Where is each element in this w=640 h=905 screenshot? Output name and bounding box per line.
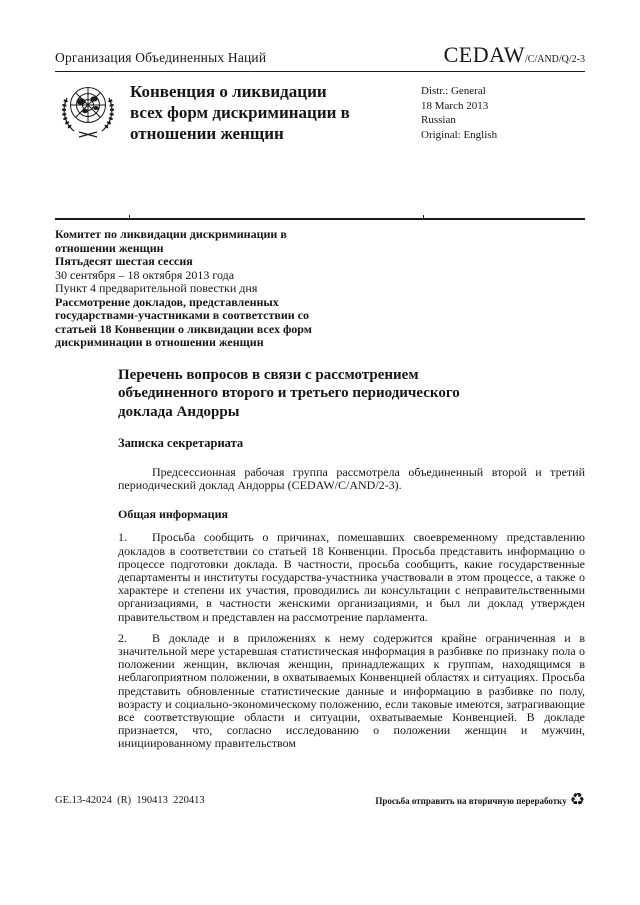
document-symbol	[444, 44, 585, 66]
recycle-icon: ♻	[569, 790, 585, 810]
page-content	[55, 0, 585, 751]
date-line: 18 March 2013	[421, 99, 489, 112]
distribution-block	[421, 80, 585, 144]
document-title: Перечень вопросов в связи с рассмотрением объединенного второго и третьего периодического доклада Андорры	[118, 366, 460, 420]
agenda-topic: Рассмотрение докладов, представленных государствами-участниками в соответствии со статьей 18 Конвенции о ликвидации всех форм дискриминации в отношении женщин	[55, 294, 312, 349]
paragraph-text: В докладе и в приложениях к нему содержится крайне ограниченная и в значительной мере устаревшая статистическая информация в разбивке по признаку пола о положении женщин, включая женщин, принадлежащих к группам, находящимся в неблагоприятном положении, в охватываемых Конвенцией областях и ситуациях. Просьба представить обновленные статистические данные и информацию в разбивке по полу, возрасту и социально-экономическому положению, если таковые имеются, затрагивающие все соответствующие области и ситуации, охватываемые Конвенцией. В докладе признается, что, согласно исследованию о положении женщин и мужчин, инициированному правительством	[118, 630, 585, 751]
document-symbol-suffix: /C/AND/Q/2-3	[525, 54, 585, 65]
language-line: Russian	[421, 114, 456, 126]
un-emblem-icon	[55, 80, 121, 142]
document-body	[118, 366, 585, 751]
paragraph-number: 1.	[118, 530, 127, 545]
distr-line: Distr.: General	[421, 85, 486, 97]
intro-paragraph: Предсессионная рабочая группа рассмотрела объединенный второй и третий периодический доклад Андорры (CEDAW/C/AND/2-3).	[118, 465, 585, 493]
document-subtitle: Записка секретариата	[118, 436, 244, 450]
paragraph-2	[118, 632, 585, 751]
committee-name: Комитет по ликвидации дискриминации в отношении женщин	[55, 227, 287, 255]
masthead	[55, 80, 585, 144]
section-heading: Общая информация	[118, 507, 228, 522]
recycle-note-group	[375, 792, 585, 809]
session-title: Пятьдесят шестая сессия	[55, 254, 193, 268]
page-footer	[55, 792, 585, 809]
document-symbol-main: CEDAW	[443, 42, 525, 67]
divider-tick	[423, 215, 424, 220]
committee-block	[55, 228, 585, 350]
session-dates: 30 сентября – 18 октября 2013 года	[55, 267, 235, 282]
agenda-item: Пункт 4 предварительной повестки дня	[55, 281, 258, 295]
convention-title: Конвенция о ликвидации всех форм дискриминации в отношении женщин	[130, 82, 350, 143]
divider-tick	[129, 215, 130, 220]
paragraph-text: Просьба сообщить о причинах, помешавших своевременному представлению докладов в соответствии со статьей 18 Конвенции. Просьба представить информацию о процессе подготовки доклада. В частности, просьба сообщить, какие государственные департаменты и институты государства-участника участвовали в этом процессе, а также о характере и степени их участия, проводились ли консультации с неправительственными организациями, в частности женскими организациями, и был ли доклад утвержден правительством и представлен на рассмотрение парламента.	[118, 530, 585, 624]
organization-name: Организация Объединенных Наций	[55, 50, 267, 65]
masthead-divider	[55, 218, 585, 220]
paragraph-1	[118, 531, 585, 623]
paragraph-number: 2.	[118, 630, 127, 645]
document-header	[55, 0, 585, 72]
recycle-note-text: Просьба отправить на вторичную переработку	[375, 795, 567, 806]
document-reference-code: GE.13-42024 (R) 190413 220413	[55, 795, 205, 806]
original-language-line: Original: English	[421, 128, 498, 141]
